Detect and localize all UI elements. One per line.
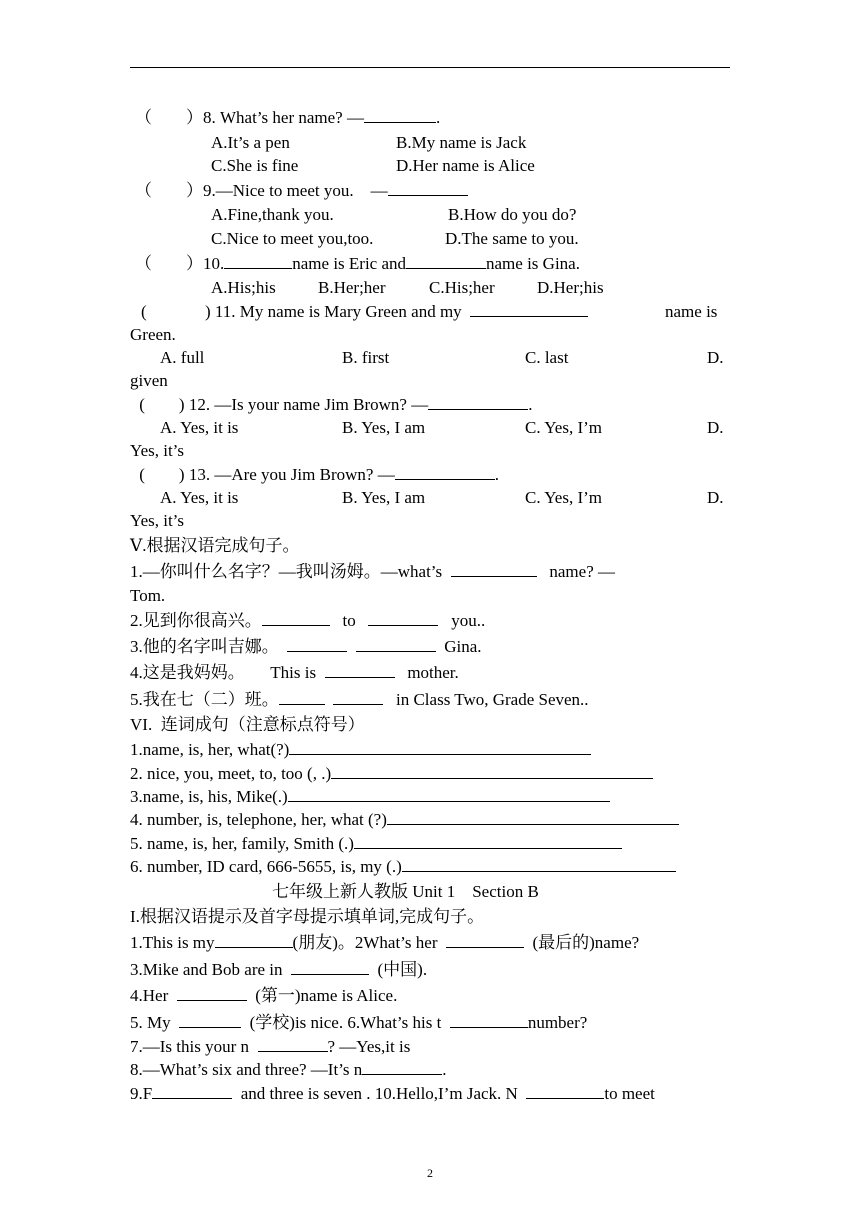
answer-blank [451,562,537,577]
section-5-title: Ⅴ.根据汉语完成句子。 [130,536,300,555]
answer-blank [526,1084,604,1099]
sec1-line-6: 8.—What’s six and three? —It’s n . [130,1060,447,1079]
sec5-sentence-4: 4.这是我妈妈。 This is mother. [130,663,459,682]
header-rule [130,67,730,68]
answer-blank [470,302,588,317]
q11-option-a: A. full [160,348,205,367]
q10-option-a: A.His;his [211,278,276,297]
sec6-item-3: 3.name, is, his, Mike(.) [130,787,610,807]
answer-blank [325,663,395,678]
answer-blank [333,690,383,705]
sec6-item-4: 4. number, is, telephone, her, what (?) [130,810,679,830]
answer-blank [279,690,325,705]
q10-option-d: D.Her;his [537,278,604,297]
q11-option-b: B. first [342,348,390,367]
answer-blank [388,181,468,196]
answer-blank [387,810,679,825]
q12-option-d: D. [707,418,724,437]
answer-blank [177,986,247,1001]
q10-option-c: C.His;her [429,278,495,297]
answer-blank [356,637,436,652]
q11-option-d-text: given [130,371,168,390]
answer-blank [179,1013,241,1028]
sec1-line-3: 4.Her (第一)name is Alice. [130,986,398,1005]
answer-blank [224,254,292,269]
q8-option-d: D.Her name is Alice [396,156,535,175]
answer-blank [368,611,438,626]
answer-blank [402,857,676,872]
q8-option-c: C.She is fine [211,156,299,175]
answer-blank [354,834,622,849]
sec5-sentence-3: 3.他的名字叫吉娜。 Gina. [130,637,482,656]
q13-option-d: D. [707,488,724,507]
sec5-sentence-2: 2.见到你很高兴。 to you.. [130,611,486,630]
sec1-line-7: 9.F and three is seven . 10.Hello,I’m Jack. N to meet [130,1084,655,1103]
sec5-sentence-1: 1.—你叫什么名字？—我叫汤姆。—what’s name? — [130,562,615,581]
q11-option-c: C. last [525,348,569,367]
answer-blank [258,1037,328,1052]
sec6-item-6: 6. number, ID card, 666-5655, is, my (.) [130,857,676,877]
answer-blank [446,933,524,948]
answer-blank [450,1013,528,1028]
q12-stem: ( ) 12. —Is your name Jim Brown? — . [135,395,533,414]
unit-heading: 七年级上新人教版 Unit 1 Section B [272,882,539,901]
answer-blank [406,254,486,269]
answer-blank [152,1084,232,1099]
q11-stem-end: name is [665,302,718,321]
q9-option-d: D.The same to you. [445,229,579,248]
q13-option-b: B. Yes, I am [342,488,426,507]
sec6-item-2: 2. nice, you, meet, to, too (, .) [130,764,653,784]
section-6-title: VI. 连词成句（注意标点符号） [130,715,365,734]
q13-option-d-text: Yes, it’s [130,511,185,530]
answer-blank [287,637,347,652]
sec6-item-1: 1.name, is, her, what(?) [130,740,591,760]
q11-stem-wrap: Green. [130,325,176,344]
answer-blank [289,740,591,755]
answer-blank [215,933,293,948]
section-1-title: I.根据汉语提示及首字母提示填单词,完成句子。 [130,907,485,926]
q13-stem: ( ) 13. —Are you Jim Brown? — . [135,465,499,484]
q11-option-d: D. [707,348,724,367]
q9-stem: （ ）9.—Nice to meet you. — [135,181,468,201]
q13-option-a: A. Yes, it is [160,488,239,507]
q10-option-b: B.Her;her [318,278,386,297]
answer-blank [291,960,369,975]
q12-option-b: B. Yes, I am [342,418,426,437]
q9-option-a: A.Fine,thank you. [211,205,334,224]
answer-blank [395,465,495,480]
q8-option-a: A.It’s a pen [211,133,290,152]
sec6-item-5: 5. name, is, her, family, Smith (.) [130,834,622,854]
sec5-sentence-5: 5.我在七（二）班。 in Class Two, Grade Seven.. [130,690,589,709]
q9-option-b: B.How do you do? [448,205,577,224]
sec1-line-4: 5. My (学校)is nice. 6.What’s his t number? [130,1013,588,1032]
q11-paren: ( [141,302,147,321]
answer-blank [428,395,528,410]
page-number: 2 [427,1166,433,1180]
sec1-line-5: 7.—Is this your n ? —Yes,it is [130,1037,411,1056]
q8-stem: （ ）8. What’s her name? — . [135,108,441,127]
q11-stem: ) 11. My name is Mary Green and my [205,302,588,322]
answer-blank [331,764,653,779]
q10-stem: （ ）10. name is Eric and name is Gina. [135,254,580,273]
q13-option-c: C. Yes, I’m [525,488,602,507]
sec1-line-1: 1.This is my (朋友)。2What’s her (最后的)name? [130,933,640,952]
answer-blank [364,108,436,123]
answer-blank [288,787,610,802]
q9-option-c: C.Nice to meet you,too. [211,229,374,248]
q8-option-b: B.My name is Jack [396,133,527,152]
sec1-line-2: 3.Mike and Bob are in (中国). [130,960,428,979]
q12-option-d-text: Yes, it’s [130,441,185,460]
sec5-sentence-1-wrap: Tom. [130,586,166,605]
answer-blank [362,1060,442,1075]
q12-option-a: A. Yes, it is [160,418,239,437]
q12-option-c: C. Yes, I’m [525,418,602,437]
answer-blank [262,611,330,626]
